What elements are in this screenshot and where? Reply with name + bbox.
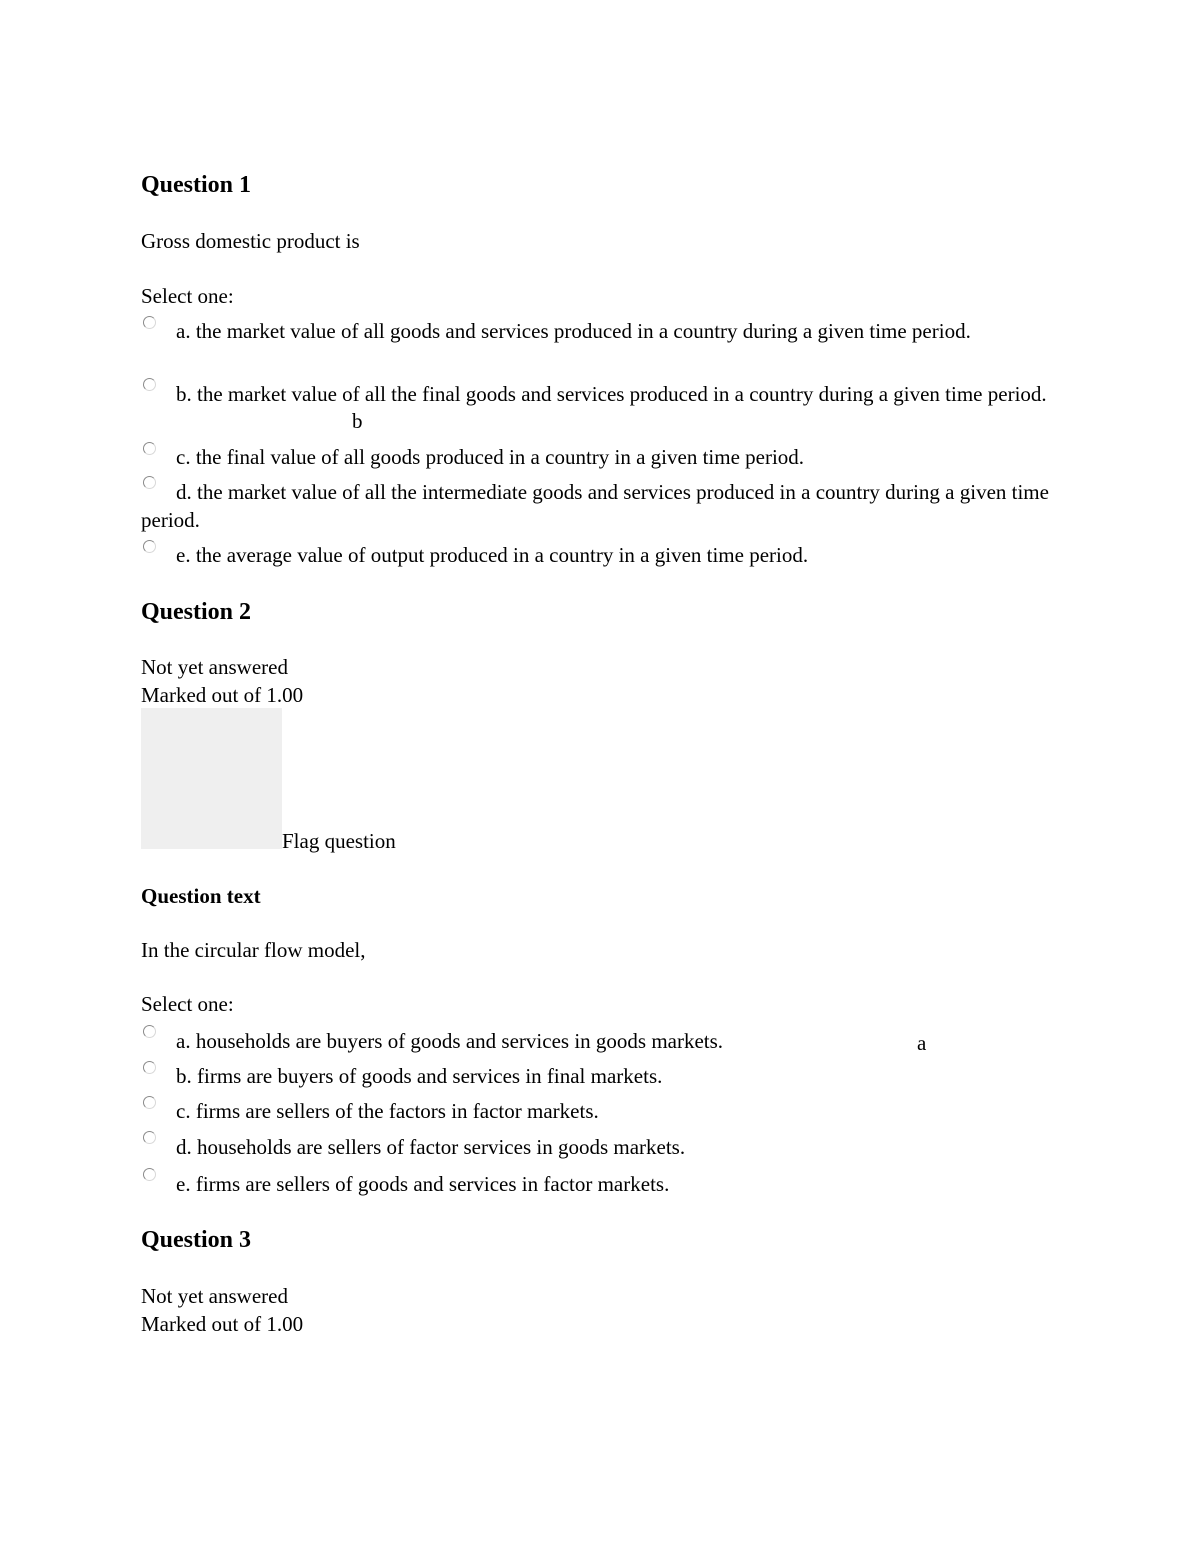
option-a-label: a. the market value of all goods and services produced in a country during a given time period. [176,319,971,343]
question-2-status: Not yet answered [141,655,288,679]
option-d-label: d. the market value of all the intermediate goods and services produced in a country during a given time period. [141,480,1049,532]
question-2-marks: Marked out of 1.00 [141,683,304,707]
flag-icon[interactable] [141,708,282,849]
question-1-select-label: Select one: [141,284,234,308]
question-text-heading: Question text [141,884,261,908]
option-a-label: a. households are buyers of goods and services in goods markets. [176,1029,724,1053]
question-2-title: Question 2 [141,599,252,625]
question-1-title: Question 1 [141,172,252,198]
option-b-label: b. the market value of all the final goods and services produced in a country during a given time period. [176,382,1047,406]
question-3-title: Question 3 [141,1227,252,1253]
option-e-label: e. the average value of output produced in a country in a given time period. [176,543,809,567]
option-d-label: d. households are sellers of factor services in goods markets. [176,1135,686,1159]
option-c-label: c. firms are sellers of the factors in factor markets. [176,1099,599,1123]
option-c-label: c. the final value of all goods produced in a country in a given time period. [176,445,805,469]
question-2-select-label: Select one: [141,992,234,1016]
option-e-label: e. firms are sellers of goods and services in factor markets. [176,1172,670,1196]
flag-question-link[interactable]: Flag question [282,829,396,853]
question-2-prompt: In the circular flow model, [141,938,366,962]
question-3-status: Not yet answered [141,1284,288,1308]
question-3-marks: Marked out of 1.00 [141,1312,304,1336]
option-b-label: b. firms are buyers of goods and services in final markets. [176,1064,663,1088]
question-1-prompt: Gross domestic product is [141,229,360,253]
answer-note: b [352,409,363,433]
answer-note: a [917,1031,927,1055]
